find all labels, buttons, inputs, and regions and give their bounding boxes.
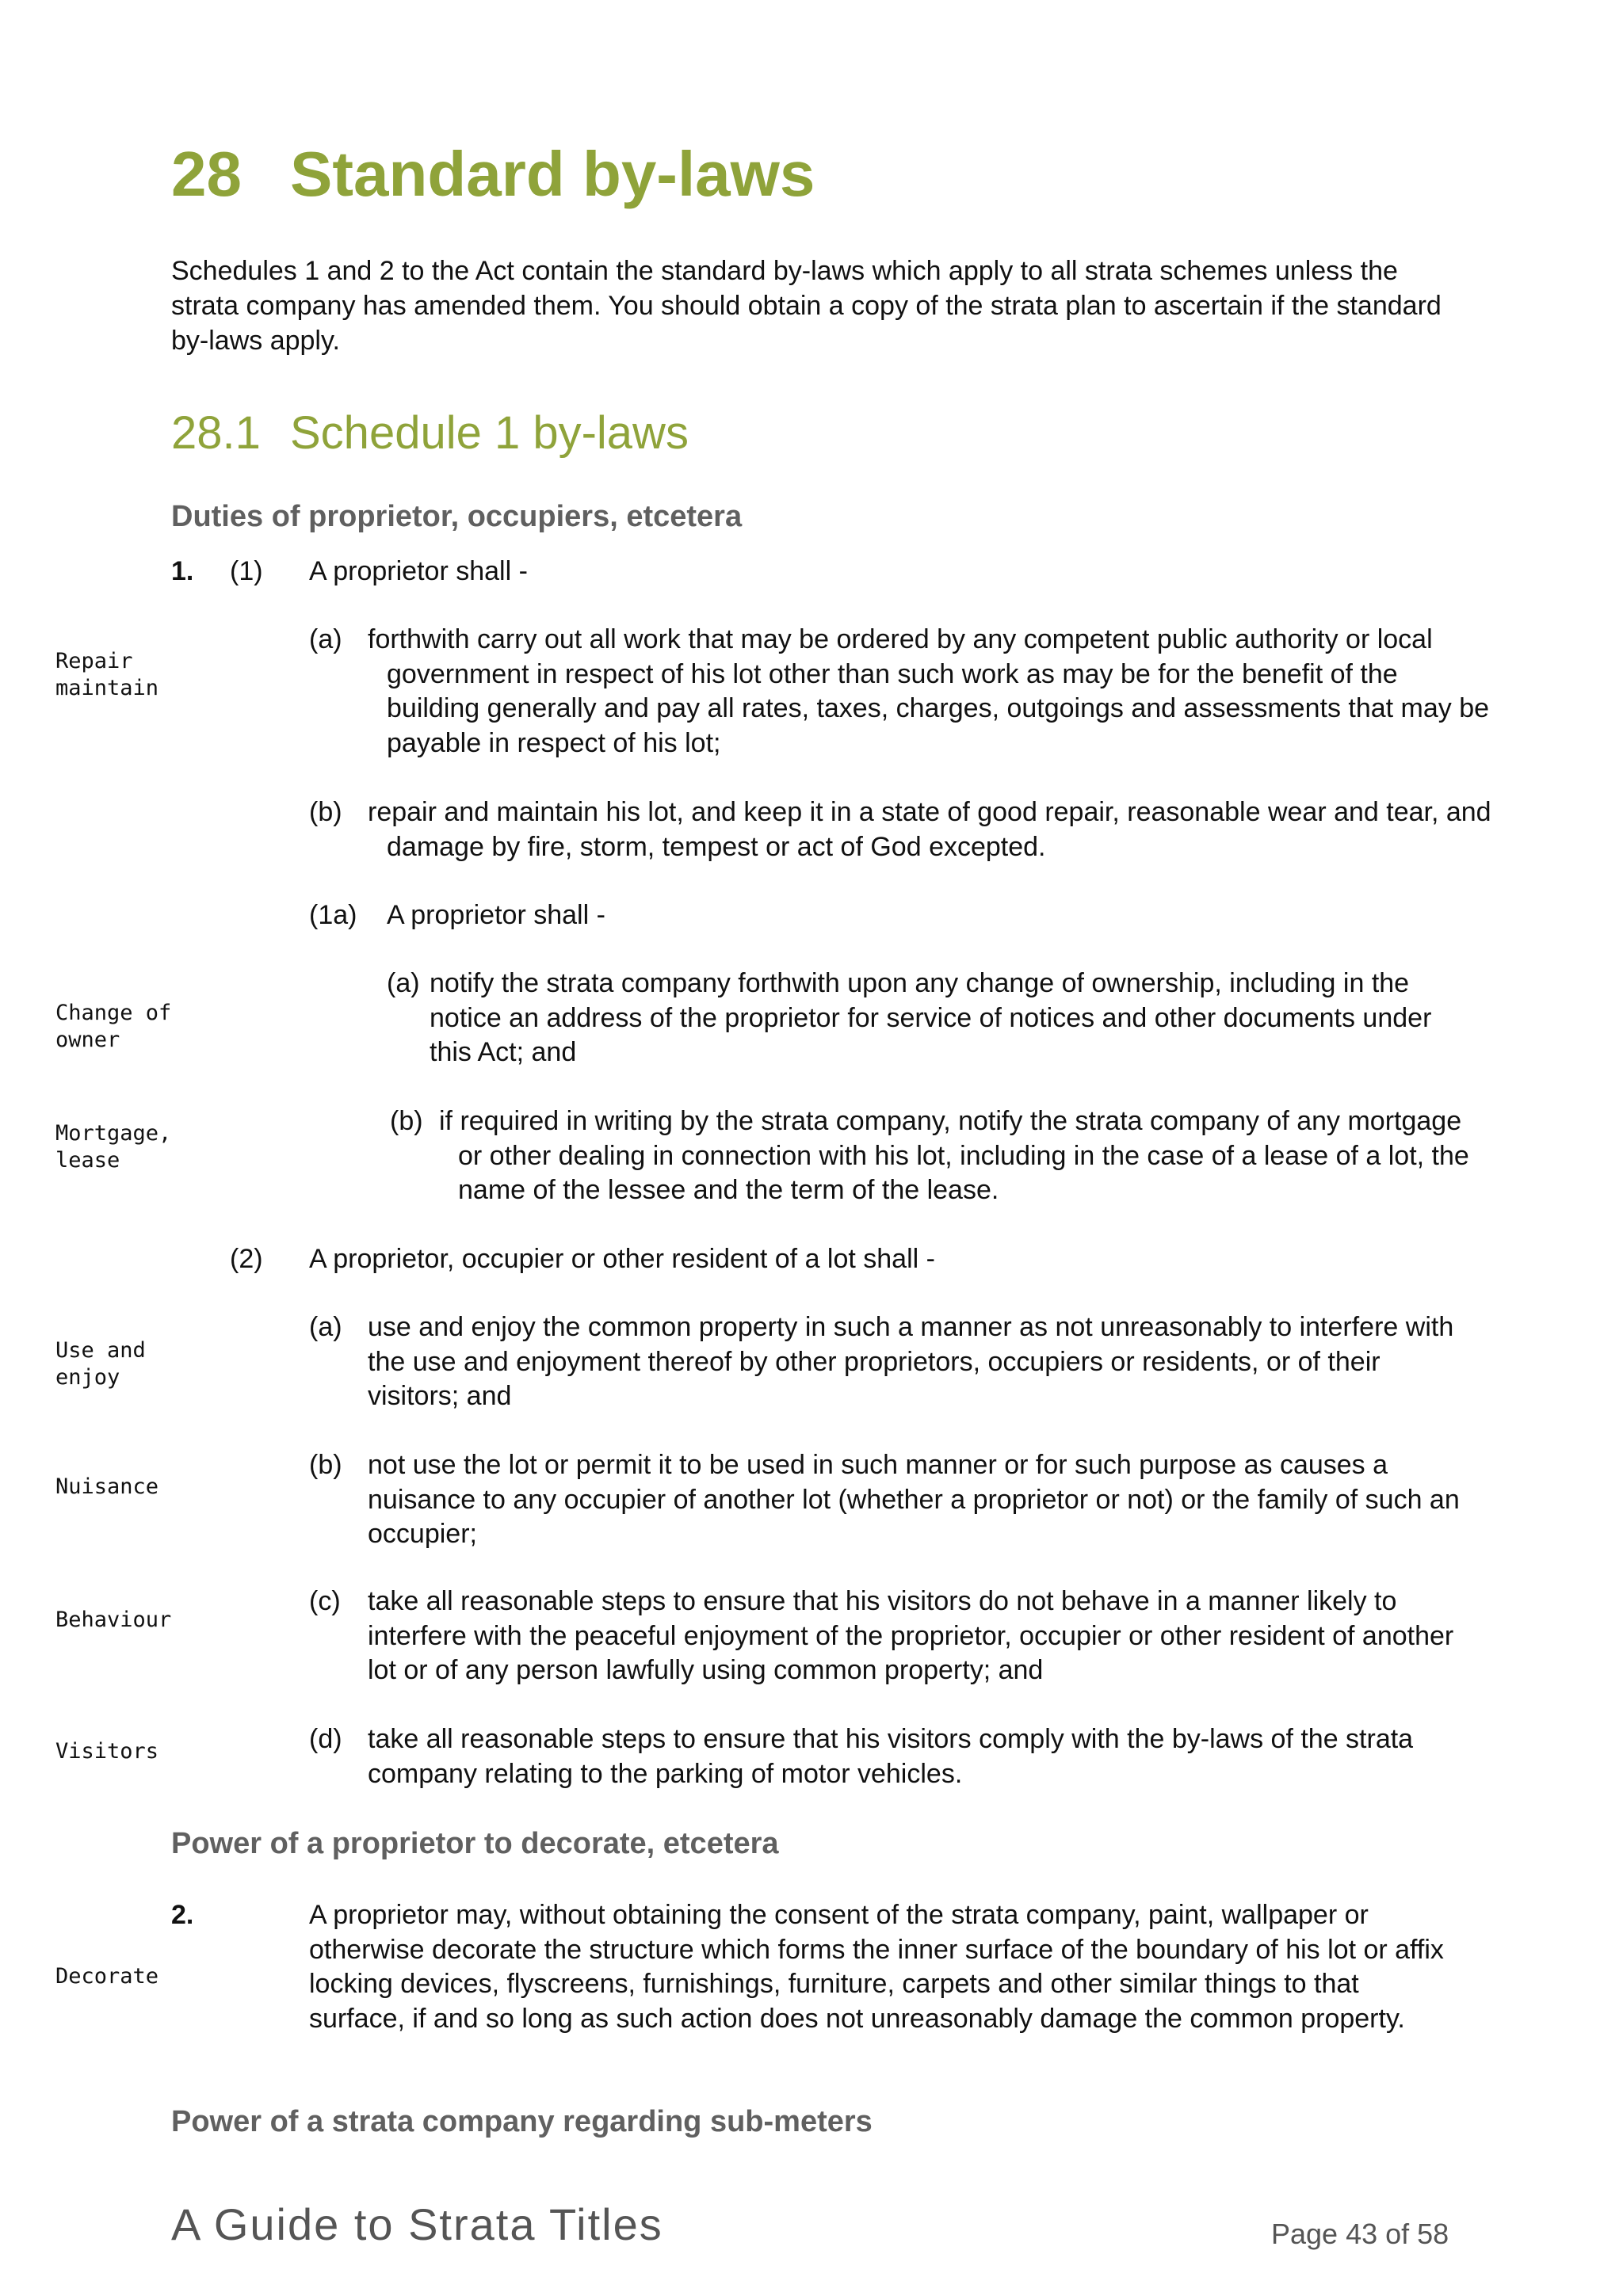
bylaw-2-text: A proprietor may, without obtaining the consent of the strata company, paint, wallpaper or otherwise decorate the structure which forms the inner surface of the boundary of his lot or affix locking devices, flyscreens, furnishings, furniture, carpets and other similar things to that surface, if and so long as such action does not unreasonably damage the common property. [309,1900,1444,2034]
margin-note-change-owner: Change of owner [55,1001,172,1052]
bylaw-1-number: 1. [171,556,194,586]
bylaw-1-2a-text: use and enjoy the common property in such a manner as not unreasonably to interfere with the use and enjoyment thereof by other proprietors, occupiers or residents, or of their visitors; and [368,1312,1454,1411]
footer-title: A Guide to Strata Titles [171,2199,663,2249]
bylaw-1-1-label: (1) [230,556,263,586]
margin-note-nuisance: Nuisance [55,1474,159,1499]
bylaw-1-1b-label: (b) [309,797,342,827]
margin-note-mortgage: Mortgage, lease [55,1121,172,1173]
bylaw-1-1-1a-a-text: notify the strata company forthwith upon any change of ownership, including in the notice an address of the proprietor for service of notices and other documents under this Act; and [430,968,1432,1067]
chapter-heading [171,139,815,209]
intro-paragraph: Schedules 1 and 2 to the Act contain the standard by-laws which apply to all strata schemes unless the strata company has amended them. You should obtain a copy of the strata plan to ascertain if the standard by-laws apply. [171,256,1442,356]
bylaw-1-1-1a-b-text: if required in writing by the strata company, notify the strata company of any mortgage or other dealing in connection with his lot, including in the case of a lease of a lot, the name of the lessee and the term of the lease. [439,1106,1469,1205]
bylaw-1-1a-text: forthwith carry out all work that may be ordered by any competent public authority or local government in respect of his lot other than such work as may be for the benefit of the building generally and pay all rates, taxes, charges, outgoings and assessments that may be payable in respect of his lot; [368,624,1490,758]
bylaw-1-1a-label: (a) [309,624,342,654]
chapter-number: 28 [171,139,242,209]
bylaw-1-1-1a-a-label: (a) [387,968,420,998]
margin-note-decorate: Decorate [55,1964,159,1989]
page-number: Page 43 of 58 [1271,2218,1449,2250]
bylaw-1-2b-label: (b) [309,1450,342,1480]
bylaw-1-2b-text: not use the lot or permit it to be used in such manner or for such purpose as causes a nuisance to any occupier of another lot (whether a proprietor or not) or the family of such an occupier; [368,1450,1460,1549]
bylaw-1-2c-text: take all reasonable steps to ensure that his visitors do not behave in a manner likely to interfere with the peaceful enjoyment of the proprietor, occupier or other resident of another lot or of any person lawfully using common property; and [368,1586,1454,1685]
bylaw-1-1-1a-text: A proprietor shall - [387,900,605,930]
section-heading [171,407,689,459]
bylaw-1-1b-text: repair and maintain his lot, and keep it in a state of good repair, reasonable wear and tear, and damage by fire, storm, tempest or act of God excepted. [368,797,1491,862]
section-title: Schedule 1 by-laws [290,407,689,459]
margin-note-repair: Repair maintain [55,649,159,700]
bylaw-1-1-1a-b-label: (b) [390,1106,423,1136]
section-number: 28.1 [171,407,261,459]
bylaw-1-1-1a-label: (1a) [309,900,357,930]
bylaw-1-2-text: A proprietor, occupier or other resident of a lot shall - [309,1244,935,1274]
bylaw-1-1-text: A proprietor shall - [309,556,528,586]
bylaw-2-number: 2. [171,1900,194,1930]
margin-note-behaviour: Behaviour [55,1608,172,1632]
bylaw-1-2-label: (2) [230,1244,263,1274]
subheading-decorate: Power of a proprietor to decorate, etcetera [171,1827,779,1860]
margin-note-use-enjoy: Use and enjoy [55,1338,146,1390]
bylaw-1-2a-label: (a) [309,1312,342,1342]
bylaw-1-2d-label: (d) [309,1724,342,1754]
bylaw-1-2c-label: (c) [309,1586,341,1616]
subheading-submeters: Power of a strata company regarding sub-meters [171,2105,873,2138]
margin-note-visitors: Visitors [55,1739,159,1764]
bylaw-1-2d-text: take all reasonable steps to ensure that his visitors comply with the by-laws of the strata company relating to the parking of motor vehicles. [368,1724,1414,1789]
chapter-title: Standard by-laws [290,139,815,209]
subheading-duties: Duties of proprietor, occupiers, etcetera [171,500,743,533]
